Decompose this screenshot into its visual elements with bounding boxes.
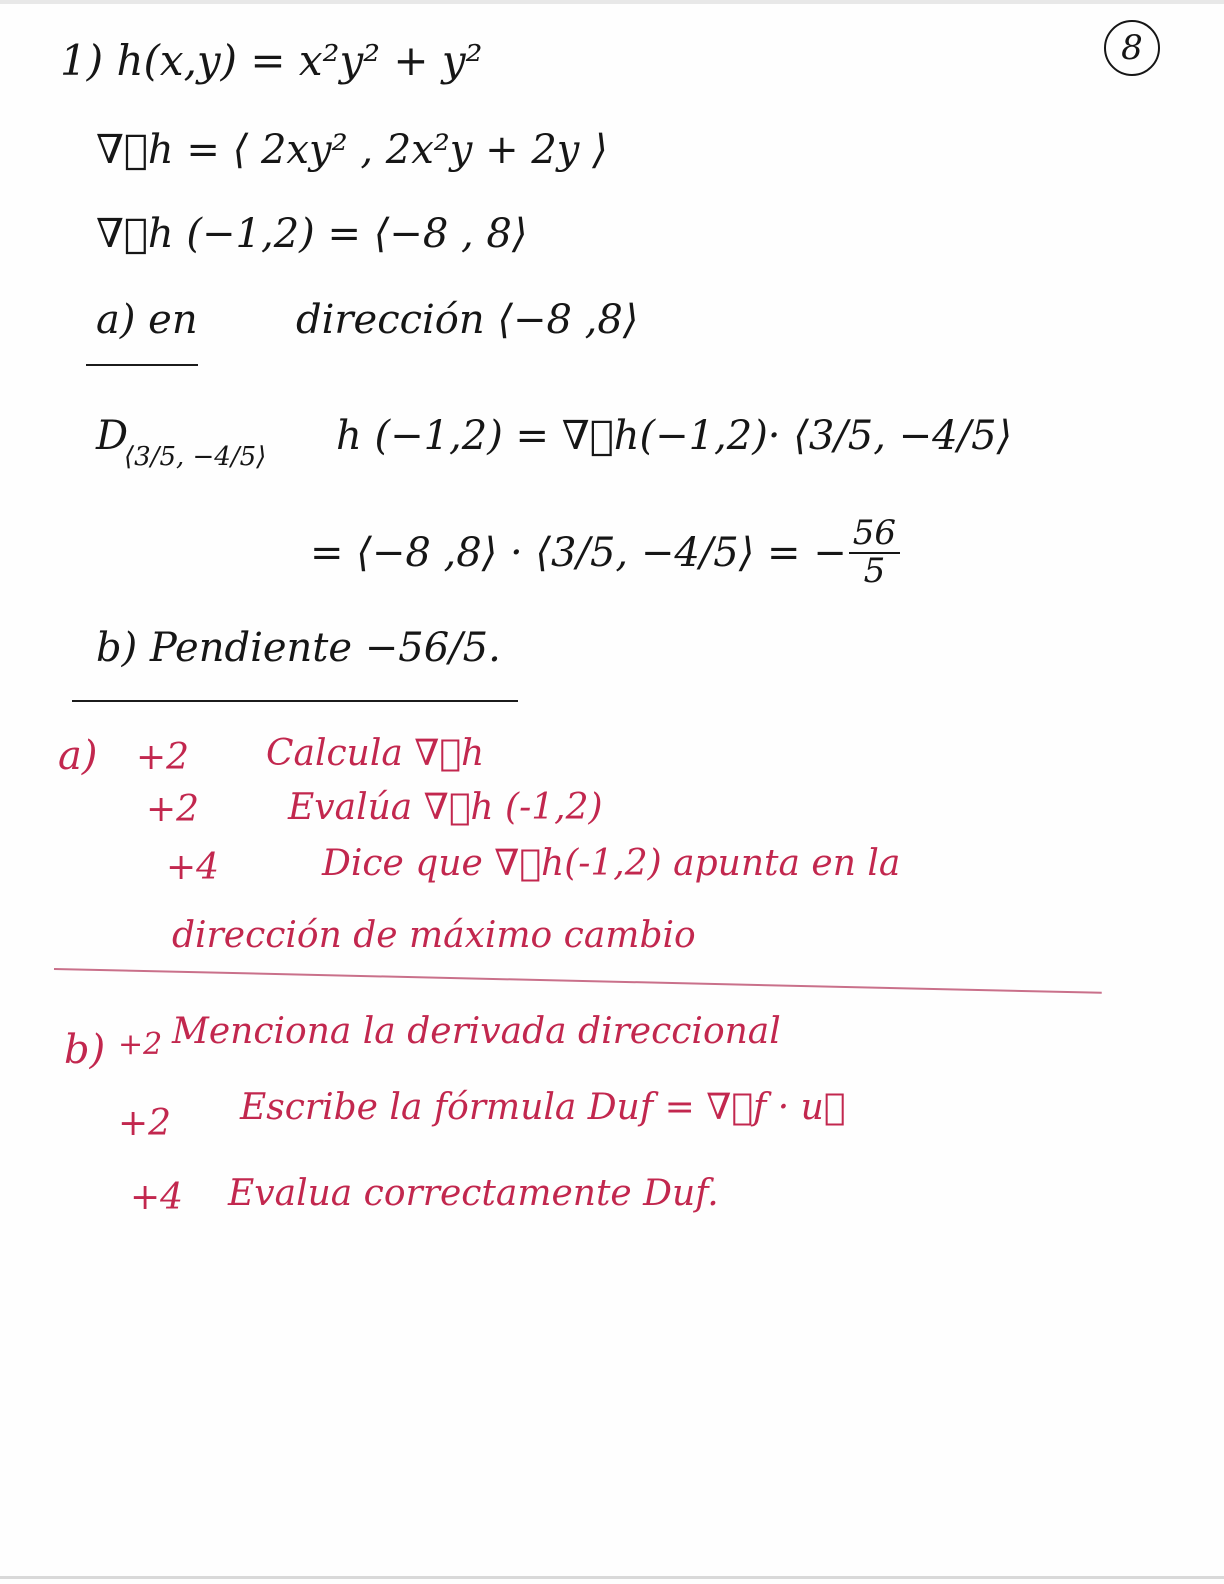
rubric-a-item-2-points: +2 xyxy=(146,789,200,830)
rubric-divider xyxy=(54,968,1102,993)
result-numerator: 56 xyxy=(849,516,900,554)
rubric-b-item-1-points: +2 xyxy=(118,1027,163,1062)
directional-derivative-formula: h (−1,2) = ∇⃗h(−1,2)· ⟨3/5, −4/5⟩ xyxy=(336,413,1013,459)
part-a-underline xyxy=(86,364,198,366)
scan-edge-top xyxy=(0,0,1224,4)
directional-derivative-subscript: ⟨3/5, −4/5⟩ xyxy=(124,442,267,472)
rubric-b-item-1-text: Menciona la derivada direccional xyxy=(172,1011,781,1052)
rubric-a-item-1-text: Calcula ∇⃗h xyxy=(266,733,485,774)
rubric-a-item-3-continuation: dirección de máximo cambio xyxy=(172,915,696,956)
rubric-b-label: b) xyxy=(64,1027,106,1073)
evaluation-expression: = ⟨−8 ,8⟩ · ⟨3/5, −4/5⟩ = − xyxy=(310,529,847,576)
score-circle xyxy=(1104,20,1160,76)
directional-derivative-evaluation xyxy=(310,513,900,591)
rubric-a-item-3-points: +4 xyxy=(166,847,220,888)
problem-function: 1) h(x,y) = x²y² + y² xyxy=(60,36,483,85)
rubric-a-item-3-text: Dice que ∇⃗h(-1,2) apunta en la xyxy=(322,843,901,884)
rubric-b-item-2-points: +2 xyxy=(118,1103,172,1144)
part-a-label: a) en xyxy=(96,297,198,343)
solution-divider xyxy=(72,700,518,702)
scan-edge-bottom xyxy=(0,1576,1224,1579)
score-value: 8 xyxy=(1121,28,1143,68)
gradient-at-point: ∇⃗h (−1,2) = ⟨−8 , 8⟩ xyxy=(96,211,528,257)
rubric-b-item-2-text: Escribe la fórmula Duf = ∇⃗f · u⃗ xyxy=(240,1087,846,1128)
rubric-b-item-3-text: Evalua correctamente Duf. xyxy=(228,1173,719,1214)
gradient-expression: ∇⃗h = ⟨ 2xy² , 2x²y + 2y ⟩ xyxy=(96,127,608,173)
part-a-direction: dirección ⟨−8 ,8⟩ xyxy=(296,297,639,343)
directional-derivative-symbol: D xyxy=(96,413,129,459)
rubric-a-label: a) xyxy=(58,733,98,779)
rubric-b-item-3-points: +4 xyxy=(130,1177,184,1218)
rubric-a-item-2-text: Evalúa ∇⃗h (-1,2) xyxy=(288,787,603,828)
result-fraction xyxy=(849,513,900,591)
rubric-a-item-1-points: +2 xyxy=(136,737,190,778)
part-b-slope: b) Pendiente −56/5. xyxy=(96,625,501,671)
result-denominator: 5 xyxy=(863,550,886,591)
